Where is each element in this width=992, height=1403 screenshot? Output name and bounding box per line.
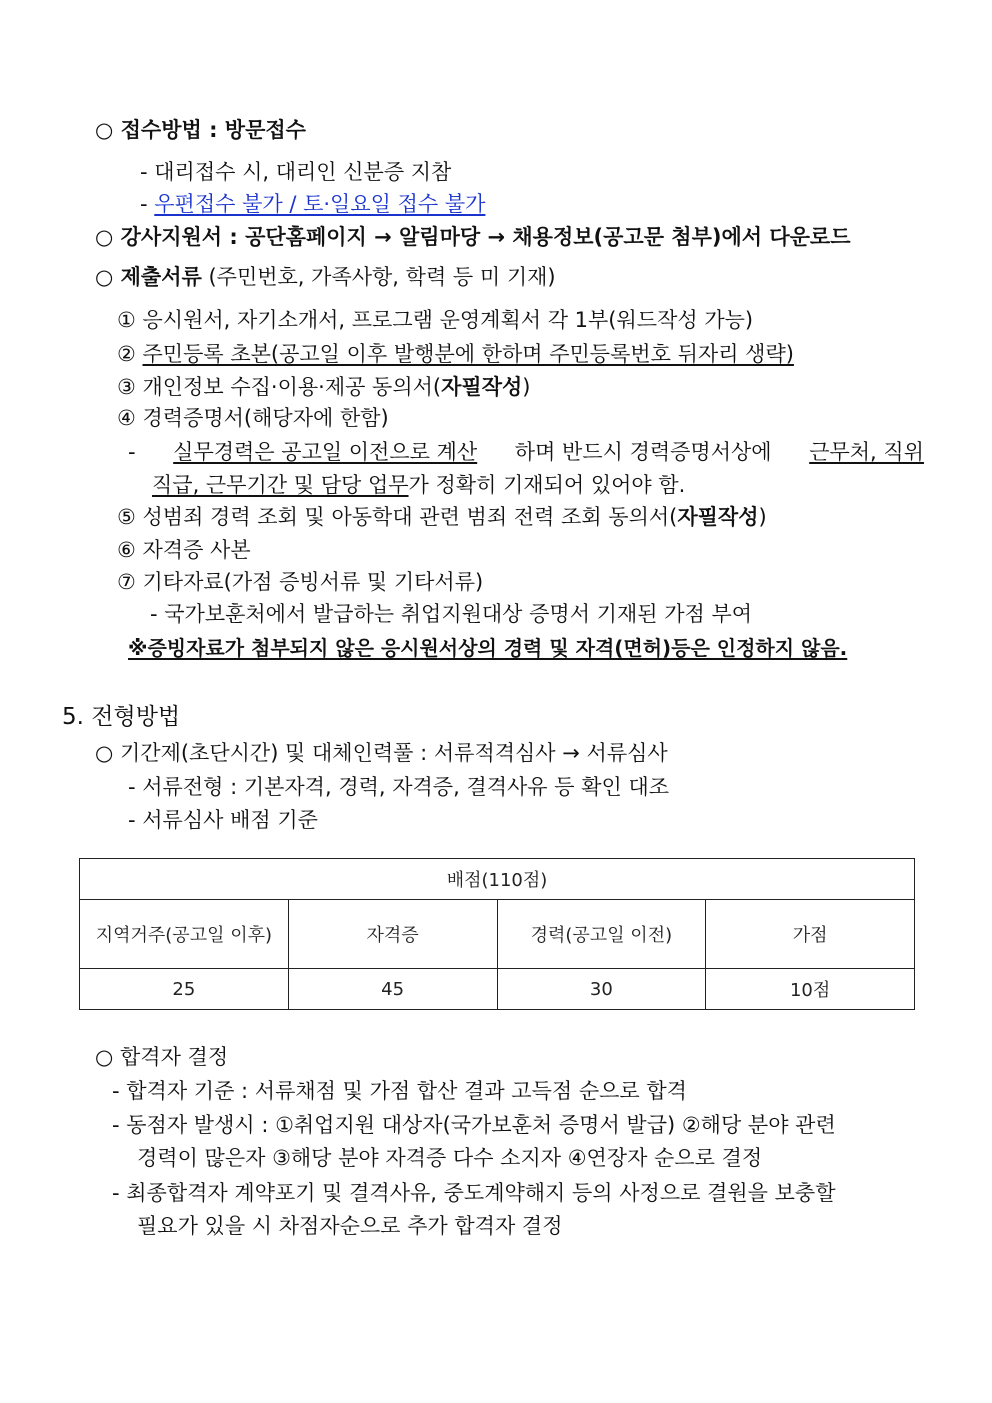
table-row bbox=[80, 900, 915, 969]
doc-item-4-sub bbox=[128, 437, 924, 467]
doc-item-4-sub2-post: 가 정확히 기재되어 있어야 함. bbox=[408, 473, 686, 497]
doc-item-4-sub-dash: - bbox=[128, 440, 136, 464]
doc-item-1: ① 응시원서, 자기소개서, 프로그램 운영계획서 각 1부(워드작성 가능) bbox=[117, 308, 754, 332]
doc-item-4-sub-u2: 근무처, 직위 bbox=[809, 440, 924, 464]
table-header-cell: 경력(공고일 이전) bbox=[497, 900, 706, 969]
doc-item-4-sub-u1: 실무경력은 공고일 이전으로 계산 bbox=[173, 440, 478, 464]
pass-criteria: - 합격자 기준 : 서류채점 및 가점 합산 결과 고득점 순으로 합격 bbox=[112, 1079, 687, 1103]
doc-item-3-pre: ③ 개인정보 수집·이용·제공 동의서( bbox=[117, 375, 442, 399]
documents-warning: ※증빙자료가 첨부되지 않은 응시원서상의 경력 및 자격(면허)등은 인정하지 않음. bbox=[128, 636, 848, 660]
doc-item-7-sub: - 국가보훈처에서 발급하는 취업지원대상 증명서 기재된 가점 부여 bbox=[150, 602, 753, 626]
selection-method: ○ 기간제(초단시간) 및 대체인력풀 : 서류적격심사 → 서류심사 bbox=[95, 741, 668, 765]
section-heading: 5. 전형방법 bbox=[62, 704, 181, 730]
dash: - bbox=[140, 192, 155, 216]
tie-break-rule: - 동점자 발생시 : ①취업지원 대상자(국가보훈처 증명서 발급) ②해당 분야 관련 bbox=[112, 1113, 836, 1137]
circle-bullet: ○ bbox=[95, 265, 121, 289]
replacement-rule: - 최종합격자 계약포기 및 결격사유, 중도계약해지 등의 사정으로 결원을 보충할 bbox=[112, 1181, 836, 1205]
documents-title: 제출서류 bbox=[120, 265, 202, 289]
pass-decision-title: ○ 합격자 결정 bbox=[95, 1045, 229, 1069]
table-header-cell: 지역거주(공고일 이후) bbox=[80, 900, 289, 969]
doc-item-5-pre: ⑤ 성범죄 경력 조회 및 아동학대 관련 범죄 전력 조회 동의서( bbox=[117, 505, 678, 529]
doc-item-7: ⑦ 기타자료(가점 증빙서류 및 기타서류) bbox=[117, 570, 484, 594]
table-row bbox=[80, 969, 915, 1010]
reception-detail-proxy: - 대리접수 시, 대리인 신분증 지참 bbox=[140, 160, 452, 184]
doc-item-5-post: ) bbox=[758, 505, 767, 529]
no-mail-link-text[interactable]: 우편접수 불가 / 토·일요일 접수 불가 bbox=[154, 192, 486, 216]
table-value-cell: 10점 bbox=[706, 969, 915, 1010]
documents-title-line bbox=[95, 262, 556, 292]
selection-score-criteria: - 서류심사 배점 기준 bbox=[128, 808, 318, 832]
doc-item-2-text: 주민등록 초본(공고일 이후 발행분에 한하며 주민등록번호 뒤자리 생략) bbox=[142, 342, 794, 366]
doc-item-6: ⑥ 자격증 사본 bbox=[117, 538, 251, 562]
table-value-cell: 45 bbox=[288, 969, 497, 1010]
doc-item-3-bold: 자필작성 bbox=[441, 375, 523, 399]
doc-item-3 bbox=[117, 372, 530, 402]
doc-item-2 bbox=[117, 339, 794, 369]
table-header-cell: 자격증 bbox=[288, 900, 497, 969]
doc-item-4-sub2-u: 직급, 근무기간 및 담당 업무 bbox=[152, 473, 409, 497]
reception-detail-mail bbox=[140, 189, 485, 219]
doc-item-4-sub-cont bbox=[152, 470, 685, 500]
tie-break-rule-cont: 경력이 많은자 ③해당 분야 자격증 다수 소지자 ④연장자 순으로 결정 bbox=[137, 1146, 763, 1170]
application-form-source: ○ 강사지원서 : 공단홈페이지 → 알림마당 → 채용정보(공고문 첨부)에서 다운로드 bbox=[95, 225, 851, 249]
doc-item-3-post: ) bbox=[522, 375, 531, 399]
table-value-cell: 25 bbox=[80, 969, 289, 1010]
doc-item-5-bold: 자필작성 bbox=[677, 505, 759, 529]
table-value-cell: 30 bbox=[497, 969, 706, 1010]
documents-note: (주민번호, 가족사항, 학력 등 미 기재) bbox=[201, 265, 556, 289]
reception-method: ○ 접수방법 : 방문접수 bbox=[95, 118, 306, 142]
replacement-rule-cont: 필요가 있을 시 차점자순으로 추가 합격자 결정 bbox=[137, 1214, 563, 1238]
doc-item-2-num: ② bbox=[117, 342, 143, 366]
table-row bbox=[80, 859, 915, 900]
selection-document-screening: - 서류전형 : 기본자격, 경력, 자격증, 결격사유 등 확인 대조 bbox=[128, 775, 670, 799]
doc-item-4: ④ 경력증명서(해당자에 한함) bbox=[117, 406, 389, 430]
table-header-cell: 가점 bbox=[706, 900, 915, 969]
doc-item-4-sub-mid: 하며 반드시 경력증명서상에 bbox=[514, 440, 772, 464]
table-title-cell: 배점(110점) bbox=[80, 859, 915, 900]
doc-item-5 bbox=[117, 502, 767, 532]
score-table bbox=[79, 858, 915, 1010]
